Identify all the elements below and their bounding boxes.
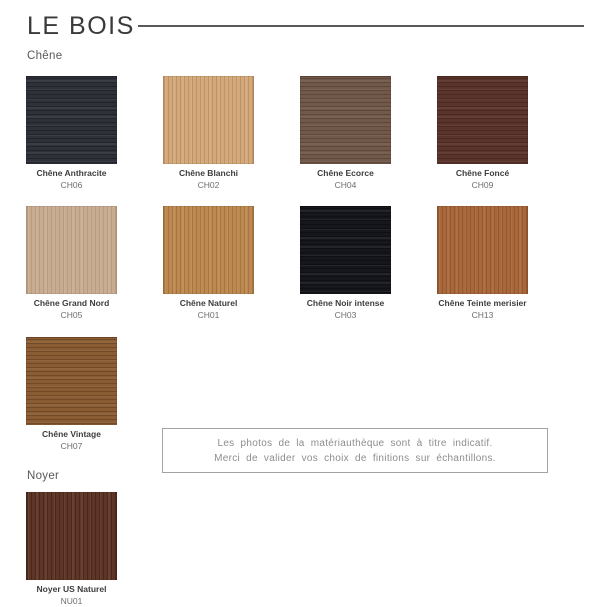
swatch-code: CH06 [60, 180, 83, 191]
swatch-cell [163, 206, 254, 321]
swatch-name: Chêne Teinte merisier [438, 298, 527, 309]
swatch-cell [300, 76, 391, 191]
swatch-name: Chêne Anthracite [36, 168, 107, 178]
swatch-cell [26, 206, 117, 321]
wood-swatch-CH06[interactable] [26, 76, 117, 164]
wood-swatch-NU01[interactable] [26, 492, 117, 580]
swatch-name: Chêne Grand Nord [33, 298, 110, 309]
wood-swatch-CH04[interactable] [300, 76, 391, 164]
disclaimer-line-1: Les photos de la matériauthèque sont à titre indicatif. [217, 437, 493, 449]
swatch-name: Noyer US Naturel [36, 584, 107, 594]
swatch-name: Chêne Foncé [455, 168, 510, 178]
swatch-cell [300, 206, 391, 321]
swatch-cell [437, 206, 528, 321]
swatch-code: CH07 [60, 440, 83, 451]
wood-swatch-CH01[interactable] [163, 206, 254, 294]
swatch-code: CH09 [471, 180, 494, 191]
wood-swatch-CH09[interactable] [437, 76, 528, 164]
title-rule [138, 25, 584, 27]
swatch-code: CH05 [60, 310, 83, 321]
swatch-code: CH13 [471, 310, 494, 321]
swatch-name: Chêne Ecorce [317, 168, 374, 178]
swatch-code: CH03 [334, 310, 357, 321]
wood-swatch-CH07[interactable] [26, 337, 117, 425]
swatch-name: Chêne Vintage [42, 428, 101, 439]
page-title: LE BOIS [27, 12, 135, 40]
disclaimer-line-2: Merci de valider vos choix de finitions sur échantillons. [214, 452, 496, 464]
swatch-name: Chêne Noir intense [306, 298, 385, 309]
wood-swatch-CH03[interactable] [300, 206, 391, 294]
swatch-code: CH02 [197, 180, 220, 191]
swatch-code: NU01 [60, 596, 83, 607]
swatch-cell [163, 76, 254, 191]
swatch-code: CH01 [197, 310, 220, 321]
swatch-code: CH04 [334, 180, 357, 191]
swatch-name: Chêne Naturel [179, 298, 238, 309]
wood-swatch-CH05[interactable] [26, 206, 117, 294]
swatch-cell [26, 492, 117, 607]
disclaimer-box [162, 428, 548, 473]
section-label-noyer: Noyer [27, 470, 60, 482]
swatch-cell [26, 337, 117, 452]
swatch-cell [26, 76, 117, 191]
noyer-swatch-grid [26, 492, 528, 607]
section-label-chene: Chêne [27, 50, 63, 62]
chene-swatch-grid [26, 76, 528, 452]
wood-swatch-CH02[interactable] [163, 76, 254, 164]
swatch-name: Chêne Blanchi [178, 168, 239, 178]
swatch-cell [437, 76, 528, 191]
wood-swatch-CH13[interactable] [437, 206, 528, 294]
